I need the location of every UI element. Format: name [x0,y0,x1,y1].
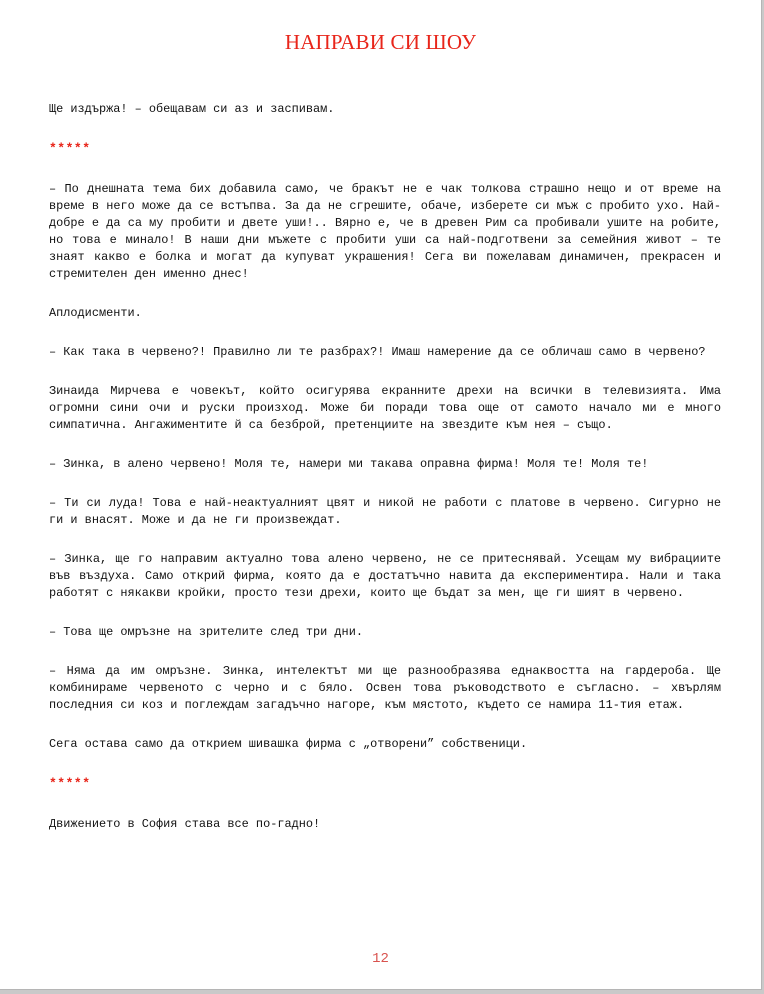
paragraph: Ще издържа! – обещавам си аз и заспивам. [49,102,335,116]
paragraph: Зинаида Мирчева е човекът, който осигурява екранните дрехи на всички в телевизията. Има огромни сини очи и руски произход. Може би поради това още от самото начало ми е много симпатична. Ангажиментите й са безброй, претенциите на звездите към нея – също. [49,384,721,432]
paragraph: – По днешната тема бих добавила само, че бракът не е чак толкова страшно нещо и от време на време в него може да се встъпва. За да не сгрешите, обаче, изберете си мъж с пробито ухо. Най-добре е да са му пробити и двете уши!.. Вярно е, че в древен Рим са пробивали ушите на робите, но това е минало! В наши дни мъжете с пробити уши са най-подготвени за семейния живот – те знаят какво е болка и могат да купуват украшения! Сега ви пожелавам динамичен, прекрасен и стремителен ден именно днес! [49,182,721,281]
paragraph: Сега остава само да открием шивашка фирма с „отворени” собственици. [49,737,528,751]
paragraph: – Няма да им омръзне. Зинка, интелектът ми ще разнообразява еднаквостта на гардероба. Ще комбинираме червеното с черно и с бяло. Освен това ръководството е съгласно. – хвърлям последния си коз и поглеждам загадъчно нагоре, към мястото, където се намира 11-тия етаж. [49,664,721,712]
page-title: НАПРАВИ СИ ШОУ [284,30,477,54]
section-separator: ***** [49,776,91,791]
paragraph: Движението в София става все по-гадно! [49,817,321,831]
section-separator: ***** [49,141,91,156]
paragraph: – Как така в червено?! Правилно ли те разбрах?! Имаш намерение да се обличаш само в червено? [49,345,706,359]
page-number: 12 [372,951,389,967]
paragraph: Аплодисменти. [49,306,142,320]
paragraph: – Ти си луда! Това е най-неактуалният цвят и никой не работи с платове в червено. Сигурно не ги и внасят. Може и да не ги произвеждат. [49,496,721,527]
paragraph: – Зинка, в алено червено! Моля те, намери ми такава оправна фирма! Моля те! Моля те! [49,457,649,471]
paragraph: – Това ще омръзне на зрителите след три дни. [49,625,363,639]
paragraph: – Зинка, ще го направим актуално това алено червено, не се притеснявай. Усещам му вибрациите във въздуха. Само открий фирма, която да е достатъчно навита да експериментира. Нали и така работят с някакви кройки, просто тези дрехи, които ще бъдат за мен, ще ги шият в червено. [49,552,721,600]
page-body [49,101,721,855]
